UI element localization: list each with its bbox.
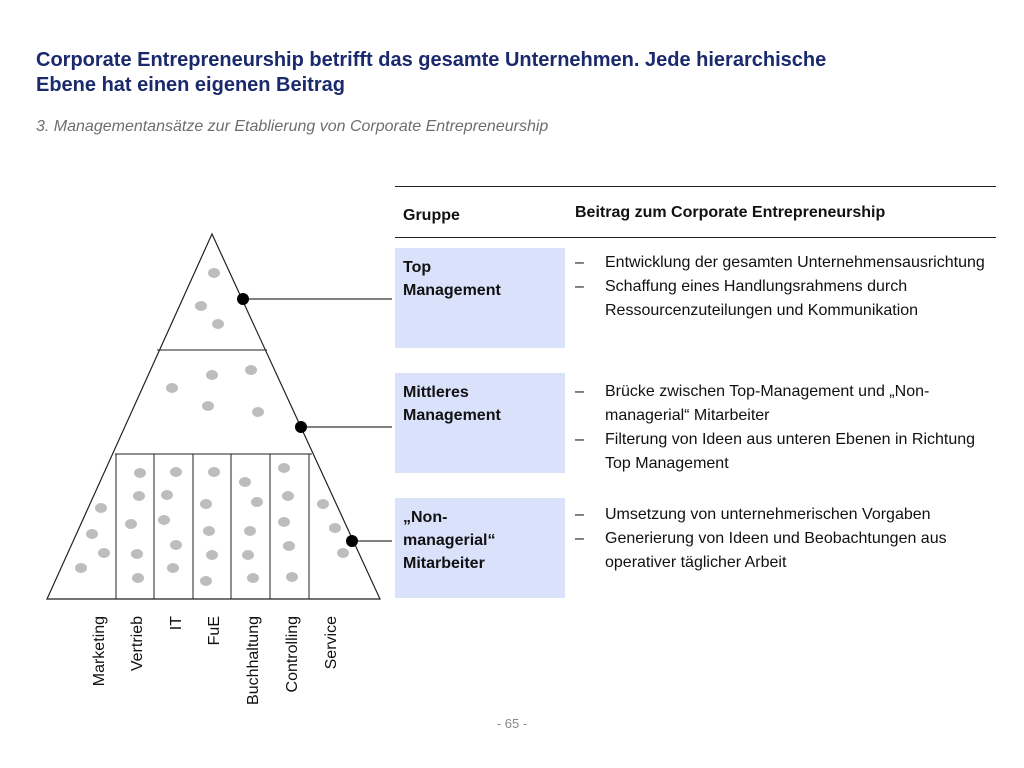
connector-dot-middle bbox=[295, 421, 307, 433]
dept-label-it: IT bbox=[168, 616, 185, 631]
group-label-line: Management bbox=[403, 282, 501, 299]
group-label-line: Management bbox=[403, 407, 501, 424]
column-header-contribution: Beitrag zum Corporate Entrepreneurship bbox=[575, 204, 886, 221]
contribution-item bbox=[575, 275, 1000, 323]
contribution-list-non-managerial bbox=[575, 503, 1000, 575]
contribution-text: Umsetzung von unternehmerischen Vorgaben bbox=[605, 506, 931, 523]
bullet-dash: – bbox=[575, 431, 584, 448]
group-label-line: Mittleres bbox=[403, 384, 469, 401]
connector-dot-bottom bbox=[346, 535, 358, 547]
dept-label-vertrieb: Vertrieb bbox=[129, 616, 146, 672]
group-box-non-managerial bbox=[395, 498, 565, 598]
bullet-dash: – bbox=[575, 278, 584, 295]
dept-label-controlling: Controlling bbox=[284, 616, 301, 693]
dept-label-fue: FuE bbox=[206, 616, 223, 646]
contribution-list-middle-management bbox=[575, 380, 1000, 476]
group-box-top-management bbox=[395, 248, 565, 348]
page-subtitle: 3. Managementansätze zur Etablierung von Corporate Entrepreneurship bbox=[36, 118, 549, 135]
contribution-text: Brücke zwischen Top-Management und „Non-managerial“ Mitarbeiter bbox=[605, 383, 930, 424]
contribution-item bbox=[575, 380, 1000, 428]
group-label-line: Mitarbeiter bbox=[403, 555, 485, 572]
table-header-bottom-rule bbox=[395, 237, 996, 238]
pyramid-outline bbox=[47, 234, 380, 599]
contribution-item bbox=[575, 527, 1000, 575]
bullet-dash: – bbox=[575, 383, 584, 400]
contribution-item bbox=[575, 251, 1000, 275]
bullet-dash: – bbox=[575, 506, 584, 523]
connector-dot-top bbox=[237, 293, 249, 305]
contribution-item bbox=[575, 428, 1000, 476]
group-label-line: Top bbox=[403, 259, 432, 276]
bullet-dash: – bbox=[575, 254, 584, 271]
dept-label-marketing: Marketing bbox=[91, 616, 108, 687]
column-header-group: Gruppe bbox=[403, 207, 460, 224]
group-label-line: „Non- bbox=[403, 509, 448, 526]
dept-label-buchhaltung: Buchhaltung bbox=[245, 616, 262, 705]
table-header-top-rule bbox=[395, 186, 996, 187]
title-line-1: Corporate Entrepreneurship betrifft das gesamte Unternehmen. Jede hierarchische bbox=[36, 49, 827, 71]
contribution-text: Generierung von Ideen und Beobachtungen aus operativer täglicher Arbeit bbox=[605, 530, 947, 571]
contribution-text: Schaffung eines Handlungsrahmens durch Ressourcenzuteilungen und Kommunikation bbox=[605, 278, 919, 319]
group-box-middle-management bbox=[395, 373, 565, 473]
contribution-item bbox=[575, 503, 1000, 527]
contribution-text: Entwicklung der gesamten Unternehmensausrichtung bbox=[605, 254, 985, 271]
dept-label-service: Service bbox=[323, 616, 340, 670]
title-line-2: Ebene hat einen eigenen Beitrag bbox=[36, 74, 345, 96]
page-number: - 65 - bbox=[496, 716, 528, 731]
group-label-line: managerial“ bbox=[403, 532, 496, 549]
contribution-text: Filterung von Ideen aus unteren Ebenen in Richtung Top Management bbox=[605, 431, 976, 472]
bullet-dash: – bbox=[575, 530, 584, 547]
contribution-list-top-management bbox=[575, 251, 1000, 323]
